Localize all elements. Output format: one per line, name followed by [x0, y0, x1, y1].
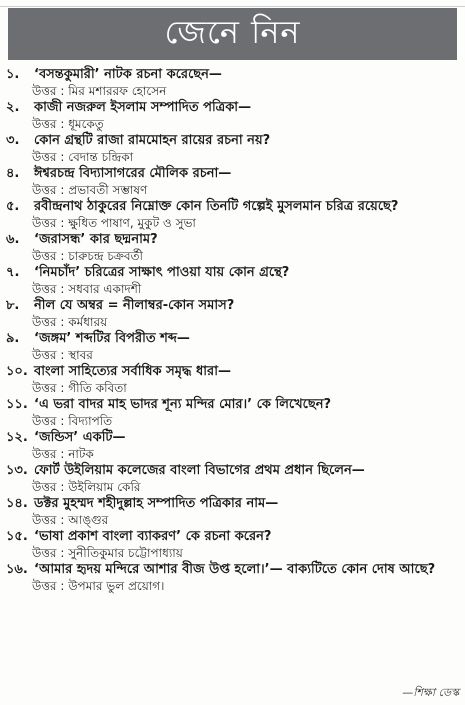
question-text: রবীন্দ্রনাথ ঠাকুরের নিম্নোক্ত কোন তিনটি গল্পেই মুসলমান চরিত্র রয়েছে?	[34, 199, 399, 214]
qa-item	[6, 231, 458, 264]
answer-text: উত্তর : আঙ্গুর	[32, 513, 109, 527]
qa-item	[6, 495, 458, 528]
question-line	[6, 462, 458, 479]
qa-item	[6, 66, 458, 99]
question-number: ১২.	[6, 430, 28, 445]
answer-text: উত্তর : বেদান্ত চন্দ্রিকা	[32, 150, 134, 164]
question-number: ৪.	[6, 166, 20, 181]
qa-item	[6, 462, 458, 495]
question-number: ৩.	[6, 133, 20, 148]
question-line	[6, 231, 458, 248]
question-line	[6, 66, 458, 83]
qa-item	[6, 165, 458, 198]
question-text: ‘জঙ্গম’ শব্দটির বিপরীত শব্দ—	[34, 331, 190, 346]
question-text: কোন গ্রন্থটি রাজা রামমোহন রায়ের রচনা নয়?	[34, 133, 271, 148]
question-line	[6, 330, 458, 347]
qa-list	[6, 66, 458, 594]
qa-item	[6, 264, 458, 297]
qa-item	[6, 429, 458, 462]
question-text: কাজী নজরুল ইসলাম সম্পাদিত পত্রিকা—	[34, 100, 252, 115]
question-line	[6, 363, 458, 380]
page-title: জেনে নিন	[164, 13, 301, 51]
question-line	[6, 429, 458, 446]
qa-item	[6, 132, 458, 165]
answer-text: উত্তর : নাটক	[32, 447, 94, 461]
answer-text: উত্তর : বিদ্যাপতি	[32, 414, 113, 428]
footer-credit: —শিক্ষা ডেস্ক	[402, 686, 459, 699]
qa-item	[6, 99, 458, 132]
question-number: ১৩.	[6, 463, 28, 478]
question-text: ‘জরাসন্ধ’ কার ছদ্মনাম?	[34, 232, 158, 247]
question-line	[6, 396, 458, 413]
question-number: ১৬.	[6, 562, 28, 577]
answer-text: উত্তর : গীতি কবিতা	[32, 381, 127, 395]
answer-text: উত্তর : ধূমকেতু	[32, 117, 104, 131]
question-text: ‘জন্ডিস’ একটি—	[34, 430, 126, 445]
question-line	[6, 528, 458, 545]
question-text: ‘এ ভরা বাদর মাহ ভাদর শূন্য মন্দির মোর।’ কে লিখেছেন?	[34, 397, 332, 412]
answer-text: উত্তর : সধবার একাদশী	[32, 282, 142, 296]
question-number: ১০.	[6, 364, 28, 379]
question-number: ৬.	[6, 232, 20, 247]
question-number: ২.	[6, 100, 20, 115]
question-number: ৮.	[6, 298, 20, 313]
answer-text: উত্তর : চারুচন্দ্র চক্রবর্তী	[32, 249, 143, 263]
qa-item	[6, 528, 458, 561]
qa-item	[6, 396, 458, 429]
question-line	[6, 99, 458, 116]
qa-item	[6, 198, 458, 231]
question-number: ১৪.	[6, 496, 28, 511]
question-text: ‘ভাষা প্রকাশ বাংলা ব্যাকরণ’ কে রচনা করেন?	[34, 529, 272, 544]
answer-text: উত্তর : সুনীতিকুমার চট্টোপাধ্যায়	[32, 546, 183, 560]
question-number: ৭.	[6, 265, 20, 280]
qa-item	[6, 297, 458, 330]
question-text: ফোর্ট উইলিয়াম কলেজের বাংলা বিভাগের প্রথম প্রধান ছিলেন—	[34, 463, 365, 478]
question-number: ৫.	[6, 199, 20, 214]
question-text: ঈশ্বরচন্দ্র বিদ্যাসাগরের মৌলিক রচনা—	[34, 166, 232, 181]
question-line	[6, 132, 458, 149]
answer-text: উত্তর : ক্ষুধিত পাষাণ, মুকুট ও সুভা	[32, 216, 196, 230]
question-line	[6, 561, 458, 578]
question-line	[6, 297, 458, 314]
answer-text: উত্তর : উইলিয়াম কেরি	[32, 480, 141, 494]
question-line	[6, 165, 458, 182]
question-line	[6, 495, 458, 512]
answer-text: উত্তর : কর্মধারয়	[32, 315, 108, 329]
question-text: বাংলা সাহিত্যের সর্বাধিক সমৃদ্ধ ধারা—	[34, 364, 231, 379]
qa-item	[6, 363, 458, 396]
question-number: ১.	[6, 67, 20, 82]
question-line	[6, 198, 458, 215]
qa-item	[6, 330, 458, 363]
question-line	[6, 264, 458, 281]
question-text: ‘বসন্তকুমারী’ নাটক রচনা করেছেন—	[34, 67, 222, 82]
question-text: নীল যে অম্বর = নীলাম্বর-কোন সমাস?	[34, 298, 235, 313]
question-number: ৯.	[6, 331, 20, 346]
top-strip	[0, 0, 465, 7]
question-text: ‘নিমচাঁদ’ চরিত্রের সাক্ষাৎ পাওয়া যায় কোন গ্রন্থে?	[34, 265, 290, 280]
question-number: ১৫.	[6, 529, 28, 544]
question-text: ডক্টর মুহম্মদ শহীদুল্লাহ সম্পাদিত পত্রিকার নাম—	[34, 496, 279, 511]
title-banner	[8, 8, 457, 60]
question-number: ১১.	[6, 397, 28, 412]
answer-text: উত্তর : মির মশাররফ হোসেন	[32, 84, 167, 98]
answer-text: উত্তর : স্থাবর	[32, 348, 93, 362]
answer-text: উত্তর : প্রভাবতী সম্ভাষণ	[32, 183, 148, 197]
qa-item	[6, 561, 458, 594]
question-text: ‘আমার হৃদয় মন্দিরে আশার বীজ উপ্ত হলো।’— বাক্যটিতে কোন দোষ আছে?	[34, 562, 436, 577]
answer-text: উত্তর : উপমার ভুল প্রয়োগ।	[32, 579, 165, 593]
